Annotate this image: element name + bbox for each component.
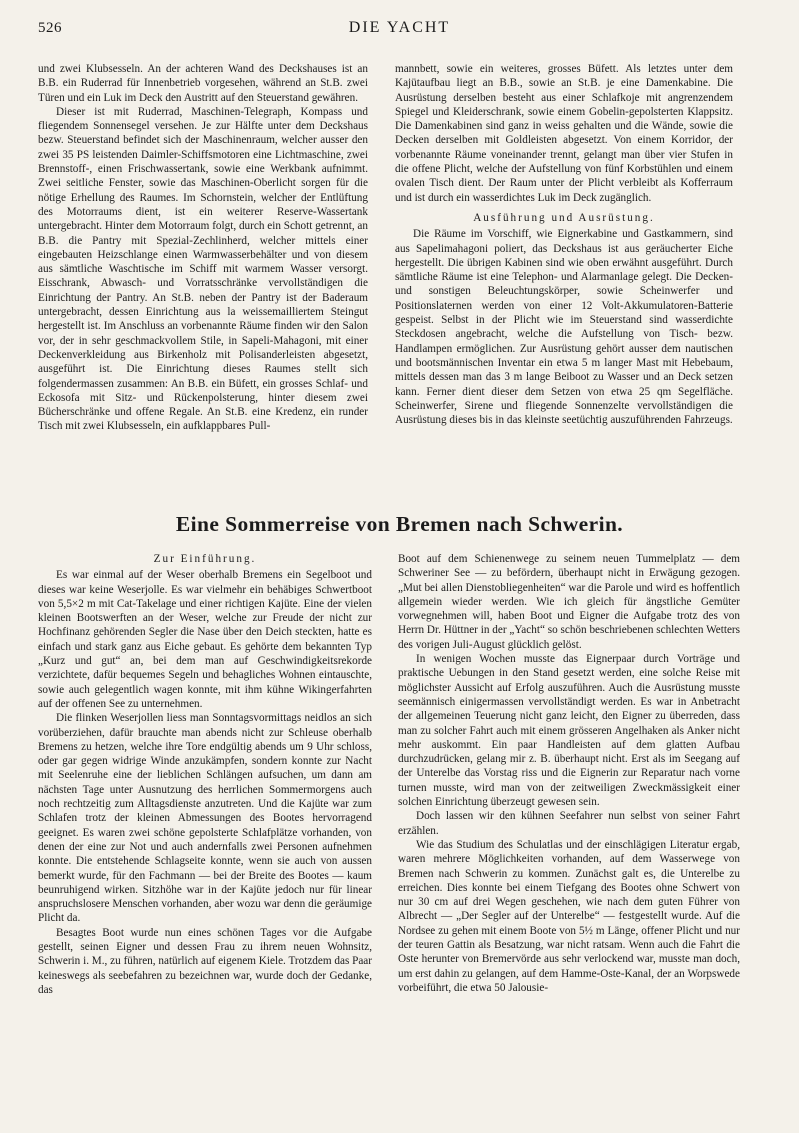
paragraph: Die Räume im Vorschiff, wie Eignerkabine und Gastkammern, sind aus Sapelimahagoni poliert, das Deckshaus ist aus geräucherter Eiche hergestellt. Die übrigen Kabinen sind wie oben erwähnt ausgeführt. Durch sämtliche Räume ist eine Telephon- und Alarmanlage gelegt. Die Decken- und sonstigen Beleuchtungskörper, sowie Scheinwerfer und Positionslaternen werden von einer 12 Volt-Akkumulatoren-Batterie gespeist. Selbst in der Plicht wie im Steuerstand sind wasserdichte Steckdosen angebracht, welche die Aufstellung von Tisch- bezw. Handlampen ermöglichen. Zur Ausrüstung gehört ausser dem nautischen und bootsmännischen Inventar ein etwa 5 m langer Mast mit Hebebaum, mittels dessen man das 3 m lange Beiboot zu Wasser und an Deck setzen kann. Ferner dient dieser dem Setzen von etwa 25 qm Segelfläche. Scheinwerfer, Sirene und fliegende Sonnenzelte vervollständigen die Ausrüstung dieses bis in das kleinste seetüchtig auszuführenden Fahrzeugs.: [395, 228, 733, 427]
paragraph: Dieser ist mit Ruderrad, Maschinen-Telegraph, Kompass und fliegendem Sonnensegel versehen. Je zur Hälfte unter dem Deckshaus bezw. Steuerstand befindet sich der Maschinenraum, welcher ausser den zwei 35 PS leistenden Daimler-Schiffsmotoren eine Lichtmaschine, zwei Brennstoff-, einen Frischwassertank, sowie eine Werkbank aufnimmt. Zwei seitliche Fenster, sowie das Maschinen-Oberlicht sorgen für die nötige Erhellung des Raumes. Im Schornstein, welcher der Entlüftung des Motorraums dient, ist ein weiterer Reserve-Wassertank untergebracht. Hinter dem Motorraum folgt, durch ein Schott getrennt, an B.B. die Pantry mit Spezial-Zechlinherd, welcher mittels einer eingebauten Heizschlange einen Warmwasserbehälter und von diesem aus sämtliche Waschtische im Schiff mit warmem Wasser versorgt. Eisschrank, Abwasch- und Vorratsschränke vervollständigen die Einrichtung der Pantry. An St.B. neben der Pantry ist der Baderaum untergebracht, dessen Einrichtung aus la weissemailliertem Steingut hergestellt ist. Im Anschluss an vorbenannte Räume finden wir den Salon vor, der in sehr geschmackvollem Stile, in Sapeli-Mahagoni, mit einer Deckenverkleidung aus Birkenholz mit Polisanderleisten abgesetzt, ausgeführt ist. Die Einrichtung dieses Raumes stellt sich folgendermassen zusammen: An B.B. ein Büfett, ein grosses Schlaf- und Eckosofa mit Sitz- und Rückenpolsterung, hinter diesem zwei Bücherschränke und offene Regale. An St.B. eine Kredenz, ein runder Tisch mit zwei Klubsesseln, ein aufklappbares Pull-: [38, 105, 368, 433]
page-number: 526: [38, 20, 62, 36]
bottom-left-column: [38, 552, 372, 997]
top-left-column: [38, 62, 368, 434]
paragraph: Die flinken Weserjollen liess man Sonntagsvormittags neidlos an sich vorüberziehen, dafür brauchte man abends nicht zur Schleuse oberhalb Bremens zu hetzen, welche ihre Tore endgültig abends um 9 Uhr schloss, oder gar gegen widrige Winde anzukämpfen, sondern konnte zur Nacht mit Seelenruhe eine der lieblichen Schlängen aufsuchen, um dann am nächsten Tage unter Ausnutzung des herrlichen Sommermorgens auch noch rechtzeitig zum Alltagsdienste anzutreten. Und die Kajüte war zum Schlafen trotz der kleinen Abmessungen des Bootes hervorragend geeignet. Es waren zwei schöne gepolsterte Schlafplätze vorhanden, von denen der eine zur Not und auch andernfalls zwei Personen aufnehmen konnte. Die entstehende Schlagseite konnte, wenn sie auch von aussen bemerkt wurde, für den Fachmann — bei der Breite des Bootes — kaum beunruhigend wirken. Sitzhöhe war in der Kajüte jedoch nur für linear anspruchslosere Menschen vorhanden, aber wozu war denn die geräumige Plicht da.: [38, 712, 372, 925]
paragraph: Besagtes Boot wurde nun eines schönen Tages vor die Aufgabe gestellt, seinen Eigner und dessen Frau zu ihrem neuen Wohnsitz, Schwerin i. M., zu führen, natürlich auf eigenem Kiele. Trotzdem das Paar keineswegs als seebefahren zu bezeichnen war, wurde doch der Gedanke, das: [38, 926, 372, 996]
paragraph: Boot auf dem Schienenwege zu seinem neuen Tummelplatz — dem Schweriner See — zu befördern, überhaupt nicht in Erwägung gezogen. „Mut bei allen Dienstobliegenheiten“ war die Parole und wird es hoffentlich allgemein wieder werden. Wie ich gleich für ängstliche Gemüter vorwegnehmen will, haben Boot und Eigner die Aufgabe trotz des von Herrn Dr. Hüttner in der „Yacht“ so schön beschriebenen schlechten Wetters des vorigen Juli-August glücklich gelöst.: [398, 553, 740, 651]
article-title: Eine Sommerreise von Bremen nach Schwerin.: [175, 512, 624, 536]
section-heading: Ausführung und Ausrüstung.: [473, 211, 655, 224]
paragraph: mannbett, sowie ein weiteres, grosses Büfett. Als letztes unter dem Kajütaufbau liegt an B.B., sowie an St.B. je eine Damenkabine. Die Ausrüstung derselben besteht aus einer Schlafkoje mit angrenzendem Spiegel und Kleiderschrank, sowie einem Gobelin-gepolsterten Klappsitz. Die Damenkabinen sind ganz in weiss gehalten und die Wände, sowie die Decken derselben mit Goldleisten abgesetzt. Von einem Korridor, der vorbenannte Räume voneinander trennt, gelangt man über vier Stufen in die offene Plicht, welche der Aufstellung von fünf Korbstühlen und einem ovalen Tisch dient. Der Raum unter der Plicht verbleibt als Kofferraum und ist durch ein wasserdichtes Luk im Deck zugänglich.: [395, 63, 733, 204]
paragraph: und zwei Klubsesseln. An der achteren Wand des Deckshauses ist an B.B. ein Ruderrad für Innenbetrieb vorgesehen, während an St.B. zwei Türen und ein Luk im Deck den Austritt auf den Steuerstand gewähren.: [38, 63, 368, 104]
bottom-right-column: [398, 552, 740, 995]
paragraph: In wenigen Wochen musste das Eignerpaar durch Vorträge und praktische Uebungen in den Stand gesetzt werden, eine solche Reise mit möglichster Aussicht auf Erfolg auszuführen. Auch die Ausrüstung musste seemännisch einigermassen vervollständigt werden. Es war in Anbetracht der allgemeinen Teuerung nicht ganz leicht, den Eigner zu überreden, dass man zu solcher Fahrt auch mit einem grösseren Angelhaken als Anker nicht mehr auskommt. Ein paar Handleisten auf dem glatten Aufbau durchzudrücken, gelang mir z. B. überhaupt nicht. Erst als im Seegang auf der Unterelbe das Vorstag riss und die Eignerin zur Reparatur nach vorne turnen musste, wird man von der zeitweiligen Zweckmässigkeit einer solchen Einrichtung überzeugt gewesen sein.: [398, 653, 740, 809]
top-right-column: [395, 62, 733, 427]
running-title: DIE YACHT: [348, 19, 451, 36]
paragraph: Doch lassen wir den kühnen Seefahrer nun selbst von seiner Fahrt erzählen.: [398, 810, 740, 837]
paragraph: Es war einmal auf der Weser oberhalb Bremens ein Segelboot und dieses war keine Weserjolle. Es war vielmehr ein behäbiges Schwertboot von 5,5×2 m mit Cat-Takelage und einer richtigen Kajüte. Eine der vielen kleinen Bootswerften an der Weser, welche zur Freude der nicht zur Hochfinanz gehörenden Segler die Nase über den Deich steckten, hatte es einfach und stark ganz aus Eiche gebaut. Es gehörte dem bekannten Typ „Kurz und gut“ an, bei dem man auf Geschwindigkeitsrekorde verzichtete, dafür bequemes Segeln und behagliches Wohnen eintauschte, sowie auch gelegentlich wagen konnte, mit ihm kühne Wikingerfahrten auf der offenen See zu unternehmen.: [38, 569, 372, 710]
section-heading: Zur Einführung.: [153, 553, 257, 565]
paragraph: Wie das Studium des Schulatlas und der einschlägigen Literatur ergab, waren mehrere Möglichkeiten vorhanden, auf dem Wasserwege von Bremen nach Schwerin zu kommen. Zunächst galt es, die Unterelbe zu erreichen. Dies konnte bei einem Tiefgang des Bootes ohne Schwert von nur 30 cm auf drei Wegen geschehen, wie nach dem guten Führer von Albrecht — „Der Segler auf der Unterelbe“ — festgestellt wurde. Auf die Nordsee zu gehen mit einem Boote von 5½ m Länge, offener Plicht und nur der teuren Gattin als Besatzung, war nicht ratsam. Wenn auch die Fahrt die Oste herunter von Bremervörde aus sehr verlockend war, musste man doch, um erst dahin zu gelangen, auf dem Hamme-Oste-Kanal, der an Worpswede vorbeiführt, die etwa 50 Jalousie-: [398, 838, 740, 994]
